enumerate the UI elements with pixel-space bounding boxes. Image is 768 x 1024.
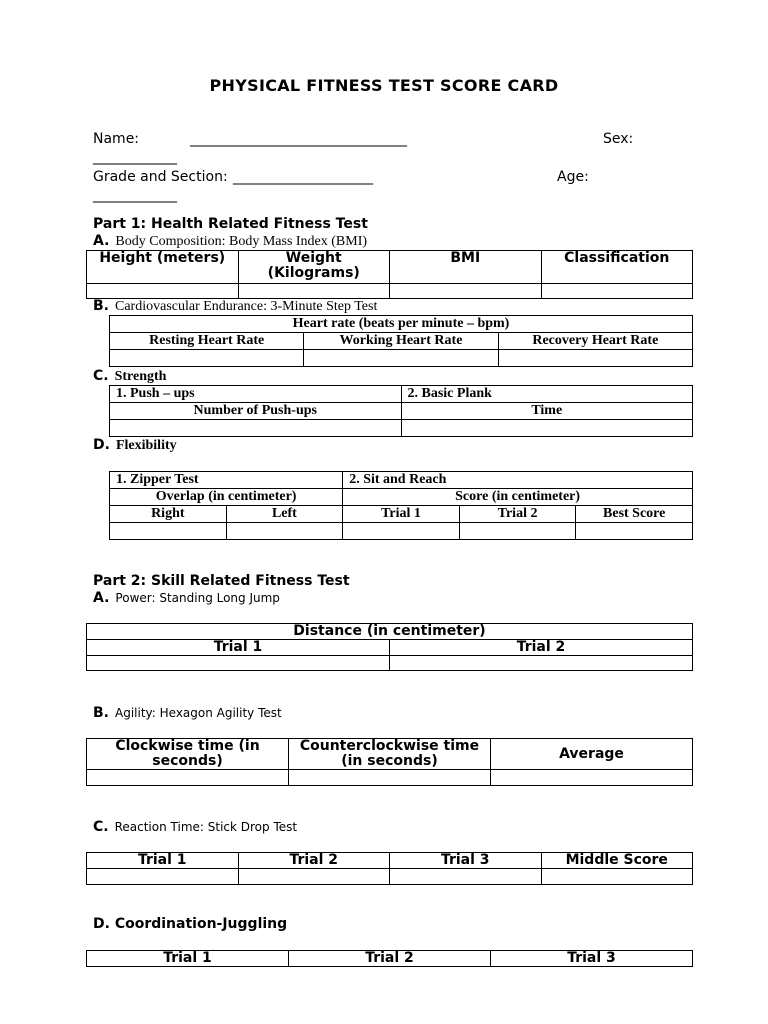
header-push-ups: Number of Push-ups: [110, 403, 402, 420]
input-height[interactable]: [87, 284, 239, 299]
header-score: Score (in centimeter): [343, 489, 693, 506]
input-weight[interactable]: [238, 284, 390, 299]
part2-a-heading: [93, 590, 280, 606]
header-rt-trial-2: Trial 2: [238, 853, 390, 869]
header-counterclockwise: Counterclockwise time (in seconds): [289, 739, 491, 770]
header-clockwise: Clockwise time (in seconds): [87, 739, 289, 770]
part1-c-text: Strength: [114, 369, 167, 384]
juggling-table: [86, 950, 693, 967]
age-label: Age:: [557, 169, 589, 185]
flexibility-table: [109, 471, 693, 540]
part2-b-letter: B.: [93, 705, 109, 721]
part1-d-heading: [93, 437, 177, 454]
header-weight: Weight (Kilograms): [238, 251, 390, 284]
input-sr-trial-1[interactable]: [343, 523, 460, 540]
name-field[interactable]: _______________________________: [190, 131, 407, 147]
part2-b-heading: [93, 705, 282, 721]
header-rt-trial-3: Trial 3: [390, 853, 542, 869]
input-working-hr[interactable]: [304, 350, 498, 367]
long-jump-table: [86, 623, 693, 671]
header-recovery-hr: Recovery Heart Rate: [498, 333, 692, 350]
test-sit-and-reach: 2. Sit and Reach: [343, 472, 693, 489]
header-lj-trial-2: Trial 2: [390, 640, 693, 656]
part1-b-heading: [93, 298, 377, 315]
input-recovery-hr[interactable]: [498, 350, 692, 367]
input-right[interactable]: [110, 523, 227, 540]
grade-section-field[interactable]: ____________________: [233, 169, 373, 185]
header-classification: Classification: [541, 251, 693, 284]
input-lj-trial-1[interactable]: [87, 656, 390, 671]
agility-table: [86, 738, 693, 786]
name-label: Name:: [93, 131, 140, 147]
part1-d-letter: D.: [93, 437, 110, 453]
part1-c-heading: [93, 368, 166, 385]
header-right: Right: [110, 506, 227, 523]
part1-a-heading: [93, 233, 367, 250]
bmi-table: [86, 250, 693, 299]
header-left: Left: [226, 506, 343, 523]
step-test-table: [109, 315, 693, 367]
header-time: Time: [401, 403, 693, 420]
part1-a-text: Body Composition: Body Mass Index (BMI): [115, 234, 368, 249]
header-jg-trial-1: Trial 1: [87, 951, 289, 967]
header-height: Height (meters): [87, 251, 239, 284]
part2-c-letter: C.: [93, 819, 109, 835]
header-sr-trial-1: Trial 1: [343, 506, 460, 523]
header-middle-score: Middle Score: [541, 853, 693, 869]
input-rt-trial-3[interactable]: [390, 869, 542, 885]
part1-c-letter: C.: [93, 368, 109, 384]
part2-b-text: Agility: Hexagon Agility Test: [115, 706, 282, 720]
reaction-time-table: [86, 852, 693, 885]
header-average: Average: [491, 739, 693, 770]
part2-a-letter: A.: [93, 590, 110, 606]
part1-b-text: Cardiovascular Endurance: 3-Minute Step Test: [115, 299, 378, 314]
grade-section-label: Grade and Section:: [93, 169, 228, 185]
input-lj-trial-2[interactable]: [390, 656, 693, 671]
header-bmi: BMI: [390, 251, 542, 284]
header-jg-trial-3: Trial 3: [491, 951, 693, 967]
strength-table: [109, 385, 693, 437]
sex-label: Sex:: [603, 131, 634, 147]
input-push-ups[interactable]: [110, 420, 402, 437]
header-distance: Distance (in centimeter): [87, 624, 693, 640]
part1-heading: Part 1: Health Related Fitness Test: [93, 216, 368, 232]
input-clockwise[interactable]: [87, 770, 289, 786]
input-counterclockwise[interactable]: [289, 770, 491, 786]
part2-a-text: Power: Standing Long Jump: [115, 591, 280, 605]
header-heart-rate: Heart rate (beats per minute – bpm): [110, 316, 693, 333]
page-title: PHYSICAL FITNESS TEST SCORE CARD: [209, 76, 559, 95]
input-middle-score[interactable]: [541, 869, 693, 885]
header-best-score: Best Score: [576, 506, 693, 523]
test-zipper: 1. Zipper Test: [110, 472, 343, 489]
part1-a-letter: A.: [93, 233, 110, 249]
header-sr-trial-2: Trial 2: [459, 506, 576, 523]
part2-heading: Part 2: Skill Related Fitness Test: [93, 573, 350, 589]
part2-c-heading: [93, 819, 297, 835]
input-left[interactable]: [226, 523, 343, 540]
input-average[interactable]: [491, 770, 693, 786]
input-bmi[interactable]: [390, 284, 542, 299]
part2-c-text: Reaction Time: Stick Drop Test: [114, 820, 298, 834]
part1-d-text: Flexibility: [115, 438, 177, 453]
part2-d-heading: D. Coordination-Juggling: [93, 916, 288, 932]
header-resting-hr: Resting Heart Rate: [110, 333, 304, 350]
header-working-hr: Working Heart Rate: [304, 333, 498, 350]
header-overlap: Overlap (in centimeter): [110, 489, 343, 506]
input-rt-trial-2[interactable]: [238, 869, 390, 885]
input-plank-time[interactable]: [401, 420, 693, 437]
age-field[interactable]: ____________: [93, 187, 177, 203]
header-lj-trial-1: Trial 1: [87, 640, 390, 656]
sex-field[interactable]: ____________: [93, 149, 177, 165]
input-classification[interactable]: [541, 284, 693, 299]
header-rt-trial-1: Trial 1: [87, 853, 239, 869]
part1-b-letter: B.: [93, 298, 109, 314]
test-basic-plank: 2. Basic Plank: [401, 386, 693, 403]
test-push-ups: 1. Push – ups: [110, 386, 402, 403]
input-resting-hr[interactable]: [110, 350, 304, 367]
header-jg-trial-2: Trial 2: [289, 951, 491, 967]
input-best-score[interactable]: [576, 523, 693, 540]
input-sr-trial-2[interactable]: [459, 523, 576, 540]
input-rt-trial-1[interactable]: [87, 869, 239, 885]
